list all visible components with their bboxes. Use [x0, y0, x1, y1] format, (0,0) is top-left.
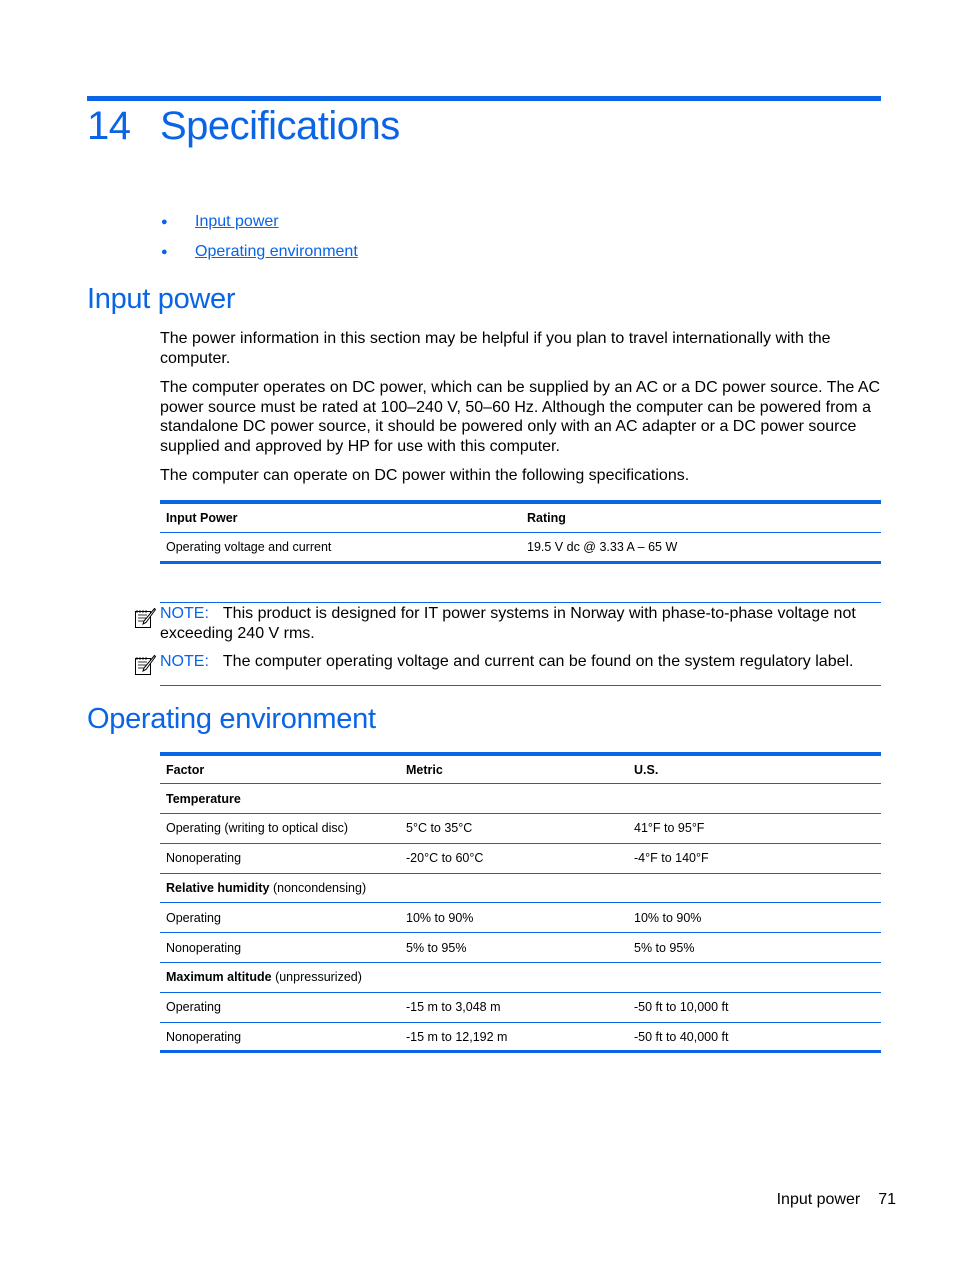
- page-number: 71: [878, 1191, 896, 1208]
- chapter-rule: [87, 96, 881, 101]
- table-cell: -50 ft to 10,000 ft: [628, 992, 881, 1022]
- input-power-table: [160, 500, 881, 564]
- section-suffix: (noncondensing): [272, 881, 367, 896]
- note-icon: [134, 607, 156, 629]
- heading-input-power: Input power: [87, 283, 236, 315]
- table-cell: -15 m to 3,048 m: [400, 992, 628, 1022]
- toc-link-input-power[interactable]: Input power: [195, 213, 279, 230]
- table-cell: 10% to 90%: [400, 903, 628, 933]
- toc-item: [160, 212, 358, 242]
- table-cell: Nonoperating: [160, 843, 400, 873]
- table-section-title: [160, 784, 881, 814]
- table-cell: Operating: [160, 903, 400, 933]
- table-row: [160, 933, 881, 963]
- table-header-row: [160, 502, 881, 532]
- table-cell: 19.5 V dc @ 3.33 A – 65 W: [521, 532, 881, 562]
- table-row: [160, 992, 881, 1022]
- column-header: Input Power: [160, 502, 521, 532]
- table-row: [160, 1022, 881, 1052]
- toc-link-operating-environment[interactable]: Operating environment: [195, 243, 358, 260]
- table-cell: Operating (writing to optical disc): [160, 814, 400, 844]
- table-row: [160, 903, 881, 933]
- table-cell: 5°C to 35°C: [400, 814, 628, 844]
- table-cell: -15 m to 12,192 m: [400, 1022, 628, 1052]
- table-row: [160, 843, 881, 873]
- table-cell: 5% to 95%: [628, 933, 881, 963]
- note-label: NOTE:: [160, 653, 209, 670]
- note-text: This product is designed for IT power systems in Norway with phase-to-phase voltage not exceeding 240 V rms.: [160, 605, 856, 642]
- table-section-row: [160, 873, 881, 903]
- chapter-title-text: Specifications: [160, 104, 400, 148]
- table-section-title: [160, 873, 881, 903]
- column-header: Factor: [160, 754, 400, 784]
- table-cell: -20°C to 60°C: [400, 843, 628, 873]
- paragraph: The computer operates on DC power, which can be supplied by an AC or a DC power source. The AC power source must be rated at 100–240 V, 50–60 Hz. Although the computer can be powered from a standalone DC power source, it should be powered only with an AC adapter or a DC power source supplied and approved by HP for use with this computer.: [160, 379, 881, 455]
- toc-item: [160, 242, 358, 272]
- column-header: U.S.: [628, 754, 881, 784]
- table-header-row: [160, 754, 881, 784]
- section-title: Relative humidity: [166, 881, 270, 896]
- note-icon: [134, 654, 156, 676]
- table-section-title: [160, 963, 881, 993]
- table-cell: Nonoperating: [160, 1022, 400, 1052]
- table-row: [160, 814, 881, 844]
- note: [160, 602, 881, 643]
- footer-section: Input power: [776, 1191, 861, 1208]
- table-cell: 10% to 90%: [628, 903, 881, 933]
- page-footer: [777, 1191, 896, 1209]
- note-label: NOTE:: [160, 605, 209, 622]
- paragraph: The computer can operate on DC power within the following specifications.: [160, 467, 690, 484]
- table-cell: -50 ft to 40,000 ft: [628, 1022, 881, 1052]
- chapter-toc: [160, 212, 358, 272]
- table-cell: Operating: [160, 992, 400, 1022]
- note: [160, 650, 881, 686]
- operating-environment-table: [160, 752, 881, 1053]
- heading-operating-environment: Operating environment: [87, 703, 376, 735]
- chapter-title: [87, 104, 400, 149]
- table-cell: 5% to 95%: [400, 933, 628, 963]
- table-row: [160, 532, 881, 562]
- chapter-number: 14: [87, 104, 131, 148]
- table-cell: Nonoperating: [160, 933, 400, 963]
- column-header: Rating: [521, 502, 881, 532]
- table-section-row: [160, 784, 881, 814]
- paragraph: The power information in this section may be helpful if you plan to travel internationally with the computer.: [160, 330, 831, 367]
- table-cell: Operating voltage and current: [160, 532, 521, 562]
- note-text: The computer operating voltage and current can be found on the system regulatory label.: [222, 653, 854, 670]
- table-cell: 41°F to 95°F: [628, 814, 881, 844]
- section-title: Temperature: [166, 791, 241, 806]
- table-section-row: [160, 963, 881, 993]
- section-suffix: (unpressurized): [275, 970, 362, 985]
- table-cell: -4°F to 140°F: [628, 843, 881, 873]
- section-title: Maximum altitude: [166, 970, 272, 985]
- column-header: Metric: [400, 754, 628, 784]
